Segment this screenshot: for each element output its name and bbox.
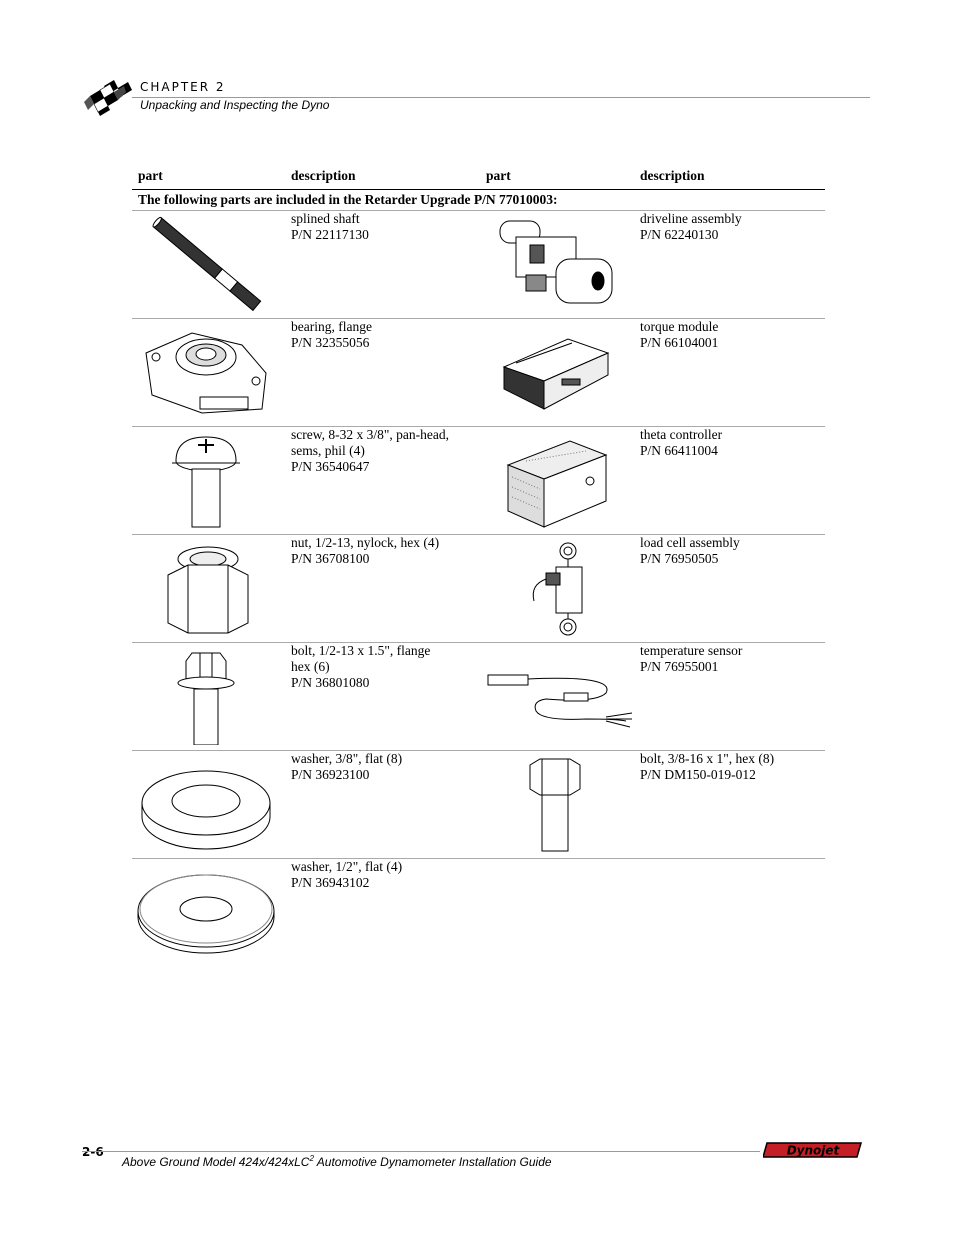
theta-controller-icon (486, 431, 636, 529)
table-row (132, 319, 825, 427)
part-name: temperature sensor (640, 643, 743, 658)
part-description (640, 427, 830, 459)
table-row (132, 427, 825, 535)
part-name: bolt, 3/8-16 x 1", hex (8) (640, 751, 775, 766)
table-row (132, 751, 825, 859)
dynojet-logo-icon (763, 1140, 865, 1160)
driveline-assembly-icon (486, 215, 636, 313)
part-name: screw, 8-32 x 3/8", pan-head, (291, 427, 449, 442)
part-description (291, 751, 481, 783)
logo-text: Dynojet (786, 1143, 840, 1158)
part-number: P/N 36801080 (291, 675, 370, 690)
part-name: theta controller (640, 427, 723, 442)
column-header-part: part (138, 168, 163, 183)
part-description (640, 751, 830, 783)
part-name: driveline assembly (640, 211, 742, 226)
pan-head-screw-icon (132, 431, 282, 529)
document-title: Above Ground Model 424x/424xLC$^2$ Automotive Dynamometer Installation Guide (122, 1154, 552, 1169)
part-description (640, 211, 830, 243)
footer-rule (82, 1151, 760, 1152)
chapter-label: CHAPTER 2 (140, 80, 226, 94)
part-number: P/N 36923100 (291, 767, 370, 782)
column-header-description: description (291, 168, 356, 183)
part-description (291, 427, 481, 475)
part-name: hex (6) (291, 659, 330, 674)
part-name: splined shaft (291, 211, 360, 226)
part-number: P/N 36943102 (291, 875, 370, 890)
flange-bolt-icon (132, 647, 282, 745)
table-row (132, 643, 825, 751)
washer-12-icon (132, 863, 282, 961)
part-description (640, 535, 830, 567)
torque-module-icon (486, 323, 636, 421)
column-header-description: description (640, 168, 705, 183)
part-number: P/N 76955001 (640, 659, 719, 674)
table-header (132, 166, 825, 190)
part-name: bearing, flange (291, 319, 372, 334)
part-name: washer, 3/8", flat (8) (291, 751, 403, 766)
table-row (132, 859, 825, 966)
washer-38-icon (132, 755, 282, 853)
section-title: The following parts are included in the Retarder Upgrade P/N 77010003: (132, 190, 825, 211)
part-name: sems, phil (4) (291, 443, 365, 458)
part-number: P/N 66411004 (640, 443, 718, 458)
part-name: load cell assembly (640, 535, 740, 550)
part-description (291, 643, 481, 691)
part-number: P/N 36540647 (291, 459, 370, 474)
part-number: P/N 66104001 (640, 335, 719, 350)
checkered-flag-icon (82, 76, 132, 118)
parts-table (132, 166, 825, 966)
part-description (291, 535, 481, 567)
part-name: torque module (640, 319, 719, 334)
part-number: P/N 76950505 (640, 551, 719, 566)
temperature-sensor-icon (486, 647, 636, 745)
part-description (291, 859, 481, 891)
part-name: washer, 1/2", flat (4) (291, 859, 403, 874)
part-number: P/N 36708100 (291, 551, 370, 566)
splined-shaft-icon (132, 215, 282, 313)
page-number: 2-6 (82, 1145, 104, 1159)
part-number: P/N 32355056 (291, 335, 370, 350)
part-number: P/N 62240130 (640, 227, 719, 242)
part-description (291, 319, 481, 351)
part-number: P/N 22117130 (291, 227, 369, 242)
part-name: nut, 1/2-13, nylock, hex (4) (291, 535, 440, 550)
table-row (132, 535, 825, 643)
part-description (291, 211, 481, 243)
part-name: bolt, 1/2-13 x 1.5", flange (291, 643, 431, 658)
part-description (640, 643, 830, 675)
load-cell-icon (486, 539, 636, 637)
table-row (132, 211, 825, 319)
column-header-part: part (486, 168, 511, 183)
hex-bolt-icon (486, 755, 636, 853)
bearing-flange-icon (132, 323, 282, 421)
part-number: P/N DM150-019-012 (640, 767, 756, 782)
part-description (640, 319, 830, 351)
chapter-subtitle: Unpacking and Inspecting the Dyno (140, 98, 330, 112)
nylock-nut-icon (132, 539, 282, 637)
